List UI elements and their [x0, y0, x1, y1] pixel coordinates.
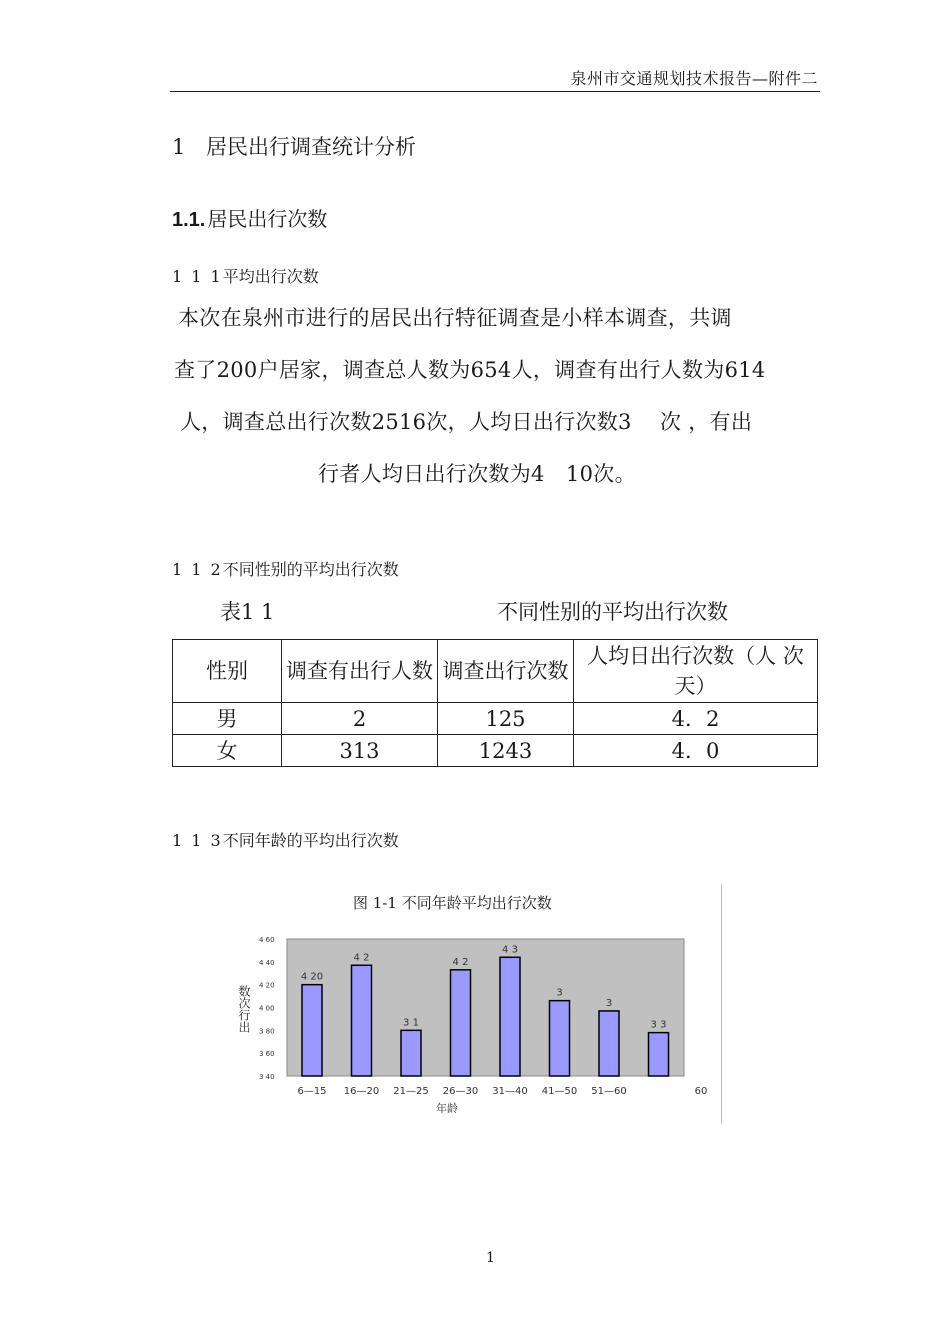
header-trips: 调查出行次数 [438, 640, 574, 703]
subsection-title: 居民出行次数 [207, 207, 328, 231]
subsection-number: 1.1. [172, 209, 206, 231]
bar-data-label: 3 [605, 997, 613, 1009]
table-row [173, 735, 818, 767]
section-number: 1 [172, 135, 186, 159]
cell-avg: 4．2 [574, 703, 818, 735]
summary-paragraph [174, 292, 814, 500]
y-tick-label: 3 60 [259, 1050, 275, 1059]
x-tick-label: 60 [694, 1086, 708, 1097]
bar-data-label: 4 20 [300, 971, 324, 983]
y-tick-label: 3 40 [259, 1073, 275, 1081]
bar [500, 957, 520, 1076]
cell-avg: 4．0 [574, 735, 818, 767]
table-row [173, 703, 818, 735]
plot-area [287, 939, 684, 1076]
x-tick-label: 21—25 [393, 1086, 429, 1097]
section-title: 居民出行调查统计分析 [206, 135, 416, 159]
subsection-heading [172, 203, 327, 232]
x-tick-label: 16—20 [343, 1086, 380, 1097]
bar [401, 1030, 421, 1076]
sub-heading-3-number: 1 1 3 [172, 831, 223, 850]
paragraph-line-2: 查了200户居家，调查总人数为654人，调查有出行人数为614 [174, 358, 766, 382]
y-tick-label: 4 60 [259, 936, 275, 944]
table-caption-title: 不同性别的平均出行次数 [497, 600, 728, 624]
sub-heading-2-title: 不同性别的平均出行次数 [222, 560, 399, 579]
y-tick-label: 3 80 [259, 1027, 275, 1036]
sub-heading-1-title: 平均出行次数 [222, 267, 319, 286]
x-tick-label: 26—30 [442, 1086, 479, 1097]
sub-heading-2 [172, 557, 399, 580]
y-axis-label: 数次行出 [237, 985, 251, 1033]
header-title: 泉州市交通规划技术报告—附件二 [570, 69, 818, 88]
header-people: 调查有出行人数 [282, 640, 438, 703]
sub-heading-2-number: 1 1 2 [172, 560, 223, 579]
x-tick-label: 41—50 [541, 1086, 578, 1097]
y-tick-label: 4 40 [259, 958, 275, 967]
x-tick-label: 6—15 [297, 1086, 327, 1097]
y-tick-label: 4 00 [259, 1004, 275, 1013]
cell-people: 2 [282, 703, 438, 735]
bar [352, 965, 372, 1076]
paragraph-line-3: 人，调查总出行次数2516次，人均日出行次数3 次 ，有出 [180, 410, 753, 434]
sub-heading-3 [172, 828, 399, 851]
bar-data-label: 3 [556, 987, 563, 999]
gender-trips-table [172, 639, 818, 767]
header-divider [170, 91, 820, 92]
paragraph-line-4: 行者人均日出行次数为4 10次。 [318, 462, 636, 486]
table-caption-number: 表1 1 [220, 600, 275, 624]
cell-people: 313 [282, 735, 438, 767]
cell-trips: 1243 [438, 735, 574, 767]
x-tick-label: 31—40 [492, 1086, 528, 1097]
bar [451, 970, 471, 1076]
bar [550, 1001, 570, 1076]
sub-heading-1-number: 1 1 1 [172, 267, 223, 286]
bar [649, 1033, 669, 1076]
section-heading [172, 131, 416, 161]
bar-data-label: 3 1 [403, 1017, 419, 1029]
cell-gender: 女 [173, 735, 282, 767]
table-header-row [173, 640, 818, 703]
cell-gender: 男 [173, 703, 282, 735]
sub-heading-1 [172, 264, 319, 287]
bar-data-label: 4 2 [353, 952, 370, 964]
y-tick-label: 4 20 [259, 981, 275, 990]
chart-border-line [721, 884, 722, 1124]
paragraph-line-1: 本次在泉州市进行的居民出行特征调查是小样本调查，共调 [178, 306, 732, 330]
x-tick-label: 51—60 [591, 1086, 627, 1097]
bar-data-label: 4 2 [452, 956, 469, 968]
bar [302, 985, 322, 1076]
cell-trips: 125 [438, 703, 574, 735]
page-number: 1 [486, 1250, 495, 1266]
age-trips-bar-chart [225, 930, 715, 1125]
header-gender: 性别 [173, 640, 282, 703]
chart-title: 图 1-1 不同年龄平均出行次数 [353, 894, 552, 912]
bar [599, 1011, 619, 1076]
bar-data-label: 4 3 [502, 944, 518, 956]
x-axis-label: 年龄 [436, 1102, 458, 1115]
sub-heading-3-title: 不同年龄的平均出行次数 [222, 831, 399, 850]
bar-data-label: 3 3 [650, 1019, 667, 1031]
header-avg: 人均日出行次数（人 次 天） [574, 640, 818, 703]
